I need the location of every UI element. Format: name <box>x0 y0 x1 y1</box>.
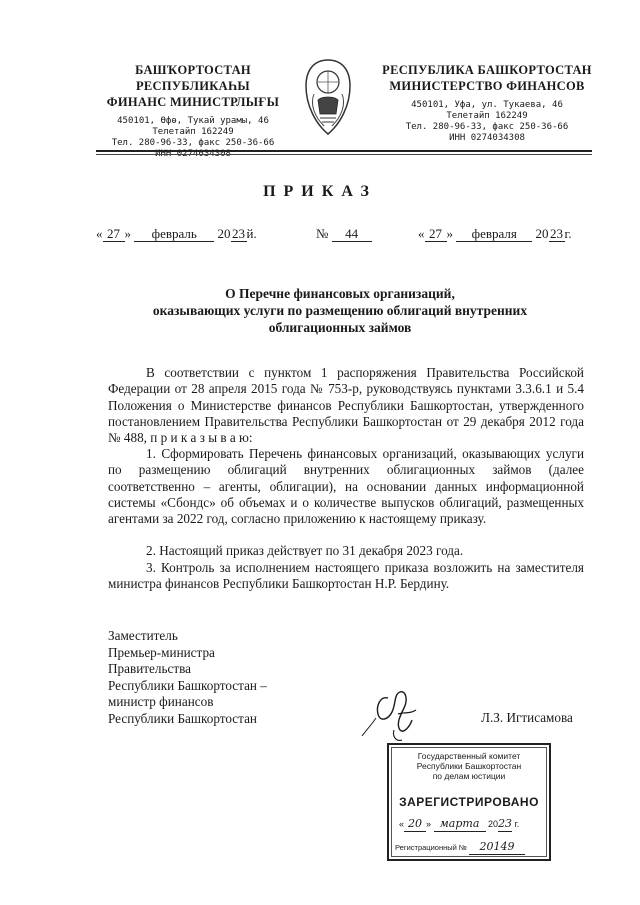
date-right-open-quote: « <box>418 226 425 241</box>
header-left-address: 450101, Өфө, Тукай урамы, 46 <box>117 116 269 126</box>
header-right-address: 450101, Уфа, ул. Тукаева, 46 <box>411 100 563 110</box>
signatory-line: Заместитель <box>108 628 178 643</box>
paragraph-item-1: 1. Сформировать Перечень финансовых организаций, оказывающих услуги по размещению облигаций внутренних облигационных займов (далее соответственно – агенты, облигации), на основании данных информационной системы «Сбондс» об объемах и о количестве выпусков облигаций, размещенных агентами за 2022 год, согласно приложению к настоящему приказу. <box>108 446 584 527</box>
paragraph-item-2: 2. Настоящий приказ действует по 31 декабря 2023 года. <box>146 543 464 558</box>
stamp-registration-number <box>395 840 525 855</box>
signatory-line: Республики Башкортостан <box>108 710 257 726</box>
date-right <box>418 226 572 242</box>
header-left-inn: ИНН 0274034308 <box>155 149 231 159</box>
subject-line: облигационных займов <box>268 320 412 335</box>
date-right-day: 27 <box>425 227 447 242</box>
date-left <box>96 226 257 242</box>
document-type-title: ПРИКАЗ <box>263 183 377 200</box>
stamp-org-line: Государственный комитет <box>417 751 521 761</box>
date-left-close-quote: » <box>124 226 131 241</box>
document-number <box>316 226 372 242</box>
stamp-reg-number: 20149 <box>469 840 525 855</box>
signatory-name: Л.З. Игтисамова <box>481 710 573 725</box>
coat-of-arms-icon <box>296 56 360 140</box>
signatory-line: Республики Башкортостан – <box>108 677 267 693</box>
header-right-inn: ИНН 0274034308 <box>449 133 525 143</box>
stamp-date-day: 20 <box>404 817 426 832</box>
signatory-line: министр финансов <box>108 694 214 709</box>
number-value: 44 <box>332 227 372 242</box>
paragraph-preamble: В соответствии с пунктом 1 распоряжения Правительства Российской Федерации от 28 апреля 2015 года № 753-р, руководствуясь пунктами 3.3.6.1 и 5.4 Положения о Министерстве финансов Республики Башкортостан, утвержденного постановлением Правительства Республики Башкортостан от 29 декабря 2012 года № 488, п р и к а з ы в а ю: <box>108 365 584 446</box>
handwritten-signature <box>358 684 428 746</box>
stamp-date-month: марта <box>434 817 486 832</box>
stamp-date-year-prefix: 20 <box>488 819 499 829</box>
header-left-telex: Телетайп 162249 <box>152 127 234 137</box>
header-left-phone: Тел. 280-96-33, факс 250-36-66 <box>111 138 275 148</box>
document-subject <box>110 285 570 336</box>
stamp-org-line: по делам юстиции <box>432 771 506 781</box>
date-left-open-quote: « <box>96 226 103 241</box>
header-right-telex: Телетайп 162249 <box>446 111 528 121</box>
header-right-org-line1: РЕСПУБЛИКА БАШКОРТОСТАН <box>382 63 592 77</box>
stamp-date: « 20 » марта 2023 г. <box>399 817 520 830</box>
date-left-month: февраль <box>134 227 214 242</box>
header-left-org-line2: ФИНАНС МИНИСТРЛЫҒЫ <box>106 95 280 109</box>
stamp-organization <box>389 751 549 781</box>
date-left-year-prefix: 20 <box>217 226 231 241</box>
header-right-phone: Тел. 280-96-33, факс 250-36-66 <box>405 122 569 132</box>
number-label: № <box>316 226 329 241</box>
stamp-org-line: Республики Башкортостан <box>416 761 522 771</box>
date-left-day: 27 <box>103 227 125 242</box>
signatory-line: Правительства <box>108 661 191 676</box>
header-divider-thick <box>96 150 592 152</box>
signatory-line: Премьер-министра <box>108 644 215 660</box>
date-right-year-suffix: 23 <box>550 226 563 241</box>
date-left-year-suffix: 23 <box>232 226 245 241</box>
date-left-year-word: й. <box>246 226 257 241</box>
stamp-reg-label: Регистрационный № <box>395 843 467 852</box>
header-left <box>78 62 308 160</box>
date-right-year-prefix: 20 <box>535 226 549 241</box>
registration-stamp <box>387 743 551 861</box>
date-right-close-quote: » <box>446 226 453 241</box>
stamp-date-year-suffix: 23 <box>498 817 513 830</box>
paragraph-item-3: 3. Контроль за исполнением настоящего приказа возложить на заместителя министра финансов Республики Башкортостан Н.Р. Бердину. <box>108 560 584 592</box>
stamp-date-suffix: г. <box>514 819 520 829</box>
subject-line: оказывающих услуги по размещению облигаций внутренних <box>152 303 528 318</box>
subject-line: О Перечне финансовых организаций, <box>225 286 455 301</box>
signatory-position <box>108 628 267 727</box>
header-right-org-line2: МИНИСТЕРСТВО ФИНАНСОВ <box>389 79 585 93</box>
stamp-registered-label: ЗАРЕГИСТРИРОВАНО <box>399 795 539 809</box>
date-right-month: февраля <box>456 227 532 242</box>
header-right <box>372 62 602 144</box>
header-divider-thin <box>96 154 592 155</box>
date-right-year-word: г. <box>564 226 572 241</box>
header-left-org-line1: БАШҠОРТОСТАН РЕСПУБЛИКАҺЫ <box>135 63 251 93</box>
